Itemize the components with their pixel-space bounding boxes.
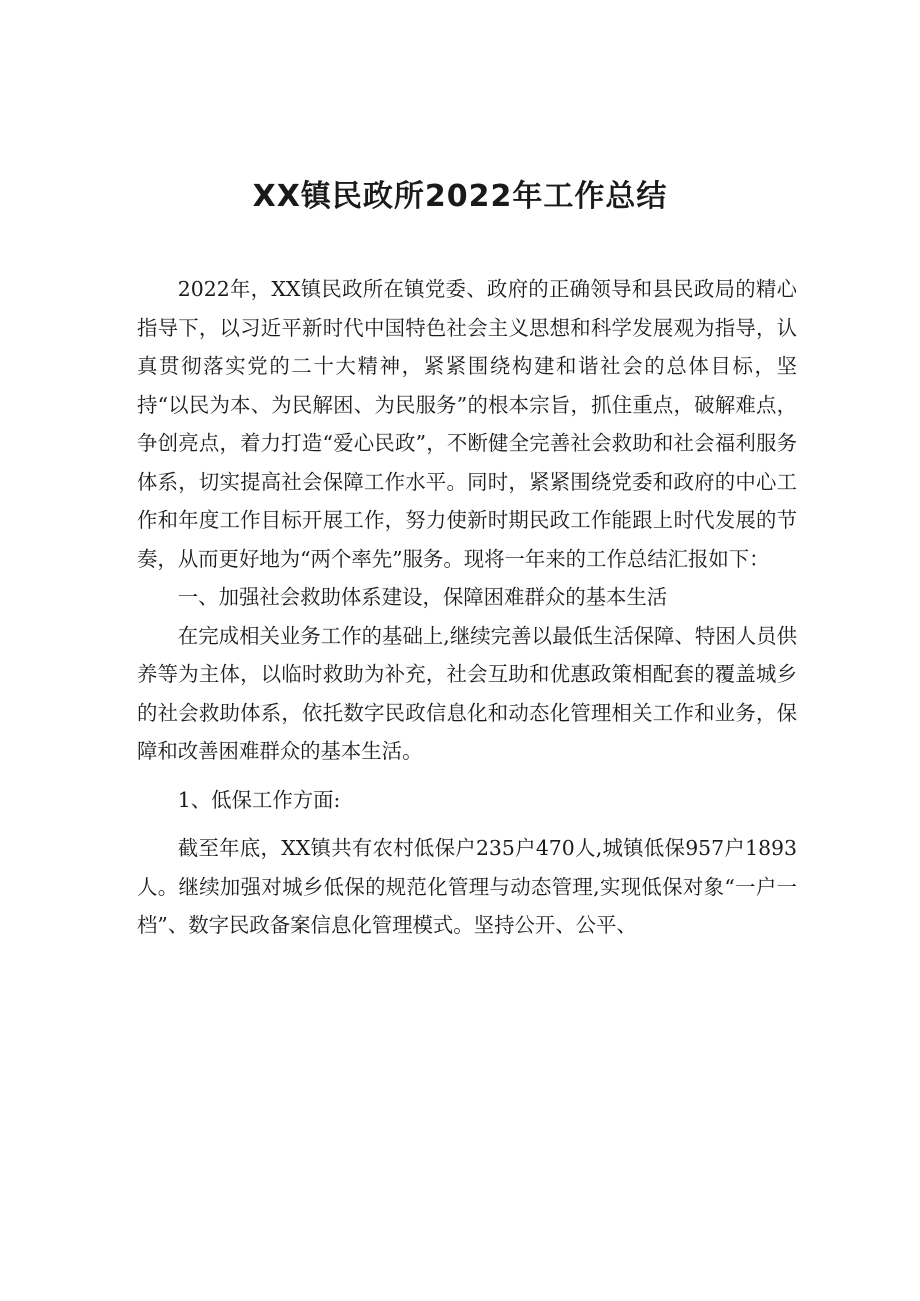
section-heading: 一、加强社会救助体系建设，保障困难群众的基本生活 <box>177 585 668 609</box>
subsection-heading: 1、低保工作方面: <box>177 787 341 812</box>
subsection-paragraph: 截至年底，XX镇共有农村低保户235户470人,城镇低保957户1893人。继续加强对城乡低保的规范化管理与动态管理,实现低保对象“一户一档”、数字民政备案信息化管理模式。坚持公开、公平、 <box>137 836 797 937</box>
section-paragraph: 在完成相关业务工作的基础上,继续完善以最低生活保障、特困人员供养等为主体，以临时救助为补充，社会互助和优惠政策相配套的覆盖城乡的社会救助体系，依托数字民政信息化和动态化管理相关工作和业务，保障和改善困难群众的基本生活。 <box>137 623 797 763</box>
document-body <box>137 270 797 945</box>
intro-paragraph: 2022年，XX镇民政所在镇党委、政府的正确领导和县民政局的精心指导下，以习近平新时代中国特色社会主义思想和科学发展观为指导，认真贯彻落实党的二十大精神，紧紧围绕构建和谐社会的总体目标，坚持“以民为本、为民解困、为民服务”的根本宗旨，抓住重点，破解难点，争创亮点，着力打造“爱心民政”，不断健全完善社会救助和社会福利服务体系，切实提高社会保障工作水平。同时，紧紧围绕党委和政府的中心工作和年度工作目标开展工作，努力使新时期民政工作能跟上时代发展的节奏，从而更好地为“两个率先”服务。现将一年来的工作总结汇报如下： <box>137 277 797 571</box>
document-title: XX镇民政所2022年工作总结 <box>252 179 668 214</box>
